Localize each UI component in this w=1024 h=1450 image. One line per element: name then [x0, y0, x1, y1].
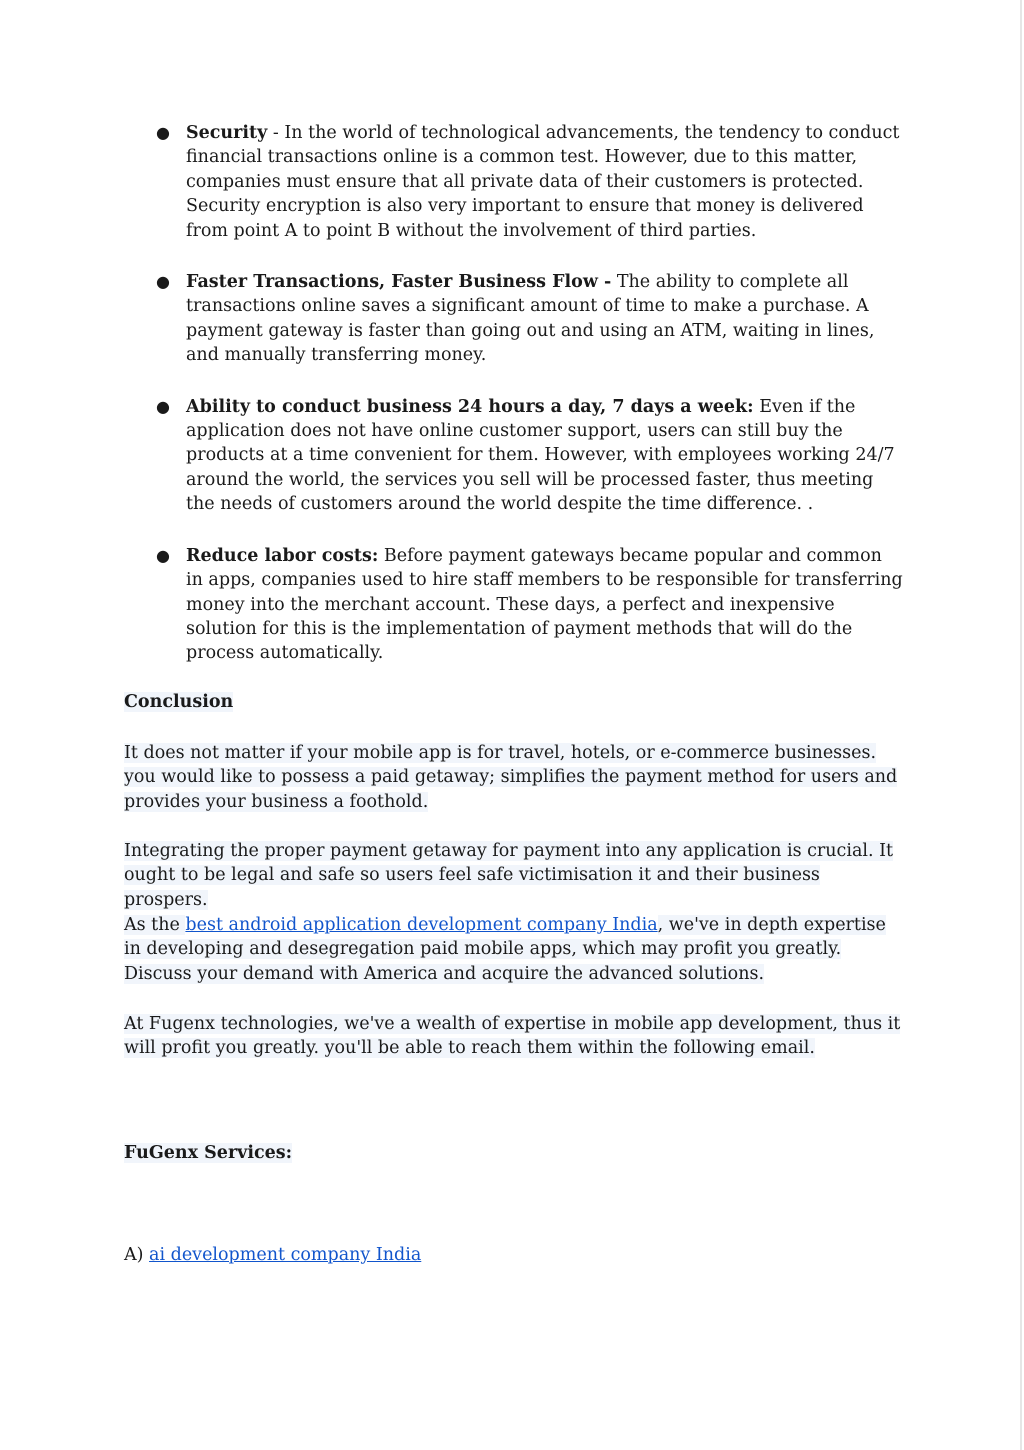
bullet-text: The ability to complete all transactions online saves a significant amount of time to make a purchase. A payment gateway is faster than going out and using an ATM, waiting in lines, and manually transferring money. [186, 272, 875, 366]
bullet-title: Security [186, 123, 268, 143]
bullet-icon: ● [156, 545, 170, 565]
conclusion-heading [124, 690, 904, 714]
list-item-security [124, 121, 904, 243]
bullet-icon: ● [156, 396, 170, 416]
ai-development-link[interactable]: ai development company India [149, 1245, 422, 1265]
bullet-icon: ● [156, 272, 170, 292]
benefits-list [124, 121, 904, 693]
services-item-prefix: A) [124, 1245, 150, 1265]
bullet-icon: ● [156, 123, 170, 142]
conclusion-paragraph-3 [124, 913, 904, 986]
services-item-a [124, 1243, 904, 1267]
bullet-title: Ability to conduct business 24 hours a day, 7 days a week: [186, 396, 754, 417]
list-item-reduce-labor-costs [124, 544, 904, 666]
bullet-title: Faster Transactions, Faster Business Flow - [186, 272, 612, 293]
paragraph-text: At Fugenx technologies, we've a wealth of expertise in mobile app development, thus it will profit you greatly. you'll be able to reach them within the following email. [124, 1014, 901, 1059]
conclusion-paragraph-2 [124, 839, 904, 912]
services-heading-text: FuGenx Services: [124, 1143, 293, 1163]
conclusion-heading-text: Conclusion [124, 692, 234, 712]
bullet-text: Before payment gateways became popular and common in apps, companies used to hire staff members to be responsible for transferring money into the merchant account. These days, a perfect and inexpensive solution for this is the implementation of payment methods that will do the process automatically. [186, 545, 903, 664]
bullet-title: Reduce labor costs: [186, 545, 379, 566]
bullet-text: Even if the application does not have online customer support, users can still buy the products at a time convenient for them. However, with employees working 24/7 around the world, the services you sell will be processed faster, thus meeting the needs of customers around the world despite the time difference. . [186, 396, 895, 515]
paragraph-text-after-link: , we've in depth expertise in developing and desegregation paid mobile apps, which may profit you greatly. Discuss your demand with America and acquire the advanced solutions. [124, 915, 886, 984]
paragraph-text-before-link: As the [124, 915, 186, 935]
conclusion-paragraph-4 [124, 1012, 904, 1061]
bullet-separator: - [267, 123, 285, 143]
paragraph-text: It does not matter if your mobile app is for travel, hotels, or e-commerce businesses. you would like to possess a paid getaway; simplifies the payment method for users and provides your business a foothold. [124, 743, 898, 812]
conclusion-paragraph-1 [124, 741, 904, 814]
services-heading [124, 1141, 904, 1165]
paragraph-text: Integrating the proper payment getaway for payment into any application is crucial. It ought to be legal and safe so users feel safe victimisation it and their business prospers. [124, 841, 894, 910]
list-item-24-7-business [124, 395, 904, 517]
list-item-faster-transactions [124, 270, 904, 368]
android-development-link[interactable]: best android application development company India [185, 915, 658, 935]
bullet-text: In the world of technological advancements, the tendency to conduct financial transactions online is a common test. However, due to this matter, companies must ensure that all private data of their customers is protected. Security encryption is also very important to ensure that money is delivered from point A to point B without the involvement of third parties. [186, 123, 900, 241]
